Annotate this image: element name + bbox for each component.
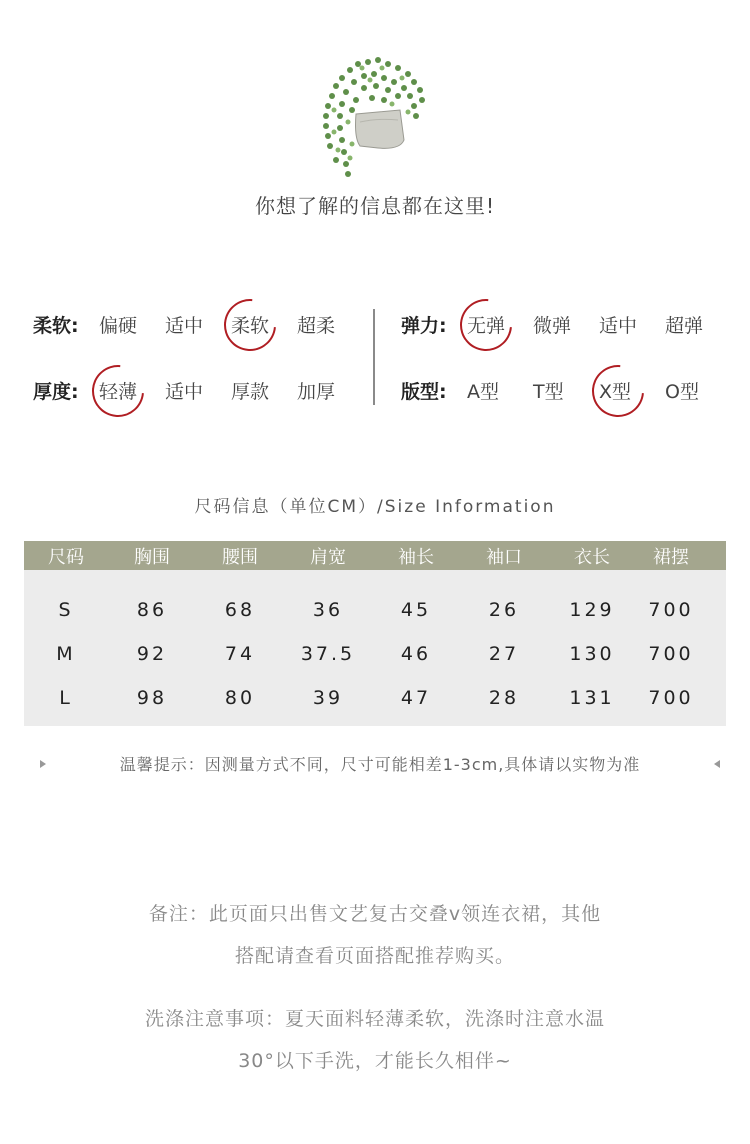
attr-softness [33, 304, 363, 344]
table-cell: 45 [400, 599, 432, 621]
table-cell: 47 [400, 687, 432, 709]
table-cell: 129 [569, 599, 615, 621]
size-info-title: 尺码信息（单位CM）/Size Information [194, 497, 556, 517]
measurement-tip [40, 752, 720, 775]
table-cell: 46 [400, 643, 432, 665]
attr-option-selected: X型 [599, 377, 665, 404]
table-cell: 92 [136, 643, 168, 665]
column-header: 腰围 [222, 546, 258, 568]
table-body [24, 570, 726, 720]
attr-fit [401, 370, 731, 410]
wash-line-1: 洗涤注意事项：夏天面料轻薄柔软，洗涤时注意水温 [144, 1008, 605, 1030]
column-header: 袖口 [486, 546, 522, 568]
table-cell: 39 [312, 687, 344, 709]
table-cell: 68 [224, 599, 256, 621]
attr-label: 厚度: [33, 380, 79, 403]
table-row [24, 676, 726, 720]
wash-line-2: 30°以下手洗，才能长久相伴~ [238, 1050, 512, 1072]
attr-option: 超弹 [665, 314, 704, 337]
table-cell: 27 [488, 643, 520, 665]
table-cell: L [59, 687, 73, 709]
attr-label: 弹力: [401, 314, 447, 337]
remark-line-2: 搭配请查看页面搭配推荐购买。 [234, 945, 515, 967]
attr-option: T型 [533, 380, 564, 403]
attr-option: 适中 [165, 314, 204, 337]
column-header: 肩宽 [310, 546, 346, 568]
attr-option: 厚款 [231, 380, 270, 403]
table-cell: 36 [312, 599, 344, 621]
attr-label: 柔软: [33, 314, 79, 337]
attr-option: 适中 [165, 380, 204, 403]
attr-option-selected: 轻薄 [99, 377, 165, 404]
attr-option: 加厚 [297, 380, 336, 403]
table-cell: 700 [648, 643, 694, 665]
table-cell: 74 [224, 643, 256, 665]
size-table [24, 541, 726, 726]
attr-option-selected: 无弹 [467, 311, 533, 338]
triangle-left-icon [714, 760, 720, 768]
attr-option: A型 [467, 380, 499, 403]
attr-option: O型 [665, 380, 699, 403]
table-cell: 28 [488, 687, 520, 709]
column-header: 尺码 [48, 546, 84, 568]
column-header: 胸围 [134, 546, 170, 568]
tip-text: 温馨提示：因测量方式不同，尺寸可能相差1-3cm,具体请以实物为准 [119, 755, 641, 774]
attr-thickness [33, 370, 363, 410]
plant-illustration [312, 52, 432, 187]
remark-line-1: 备注：此页面只出售文艺复古交叠v领连衣裙，其他 [148, 903, 602, 925]
table-cell: 86 [136, 599, 168, 621]
table-cell: 131 [569, 687, 615, 709]
table-cell: 130 [569, 643, 615, 665]
attr-label: 版型: [401, 380, 447, 403]
table-row [24, 588, 726, 632]
triangle-right-icon [40, 760, 46, 768]
attr-option: 偏硬 [99, 314, 138, 337]
table-cell: 700 [648, 599, 694, 621]
table-cell: 80 [224, 687, 256, 709]
divider [373, 309, 375, 405]
headline: 你想了解的信息都在这里! [254, 194, 496, 218]
table-header [24, 541, 726, 570]
table-cell: 98 [136, 687, 168, 709]
table-cell: 700 [648, 687, 694, 709]
attr-option: 微弹 [533, 314, 572, 337]
attr-option: 适中 [599, 314, 638, 337]
table-cell: 26 [488, 599, 520, 621]
column-header: 袖长 [398, 546, 434, 568]
attr-elasticity [401, 304, 731, 344]
attr-option-selected: 柔软 [231, 311, 297, 338]
column-header: 裙摆 [653, 546, 689, 568]
attr-option: 超柔 [297, 314, 336, 337]
table-row [24, 632, 726, 676]
table-cell: 37.5 [300, 643, 356, 665]
table-cell: S [58, 599, 74, 621]
column-header: 衣长 [574, 546, 610, 568]
table-cell: M [56, 643, 76, 665]
